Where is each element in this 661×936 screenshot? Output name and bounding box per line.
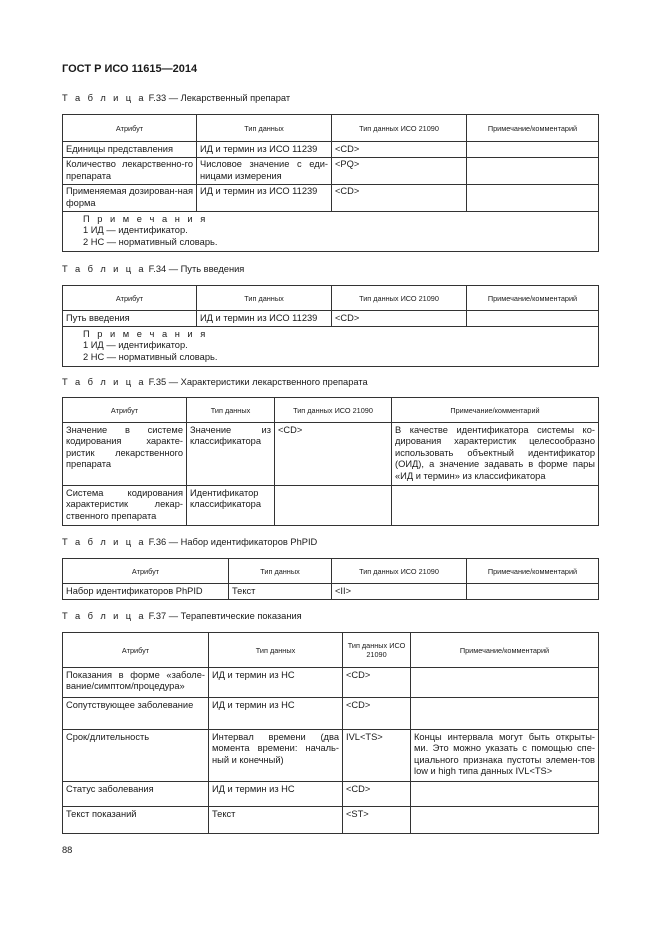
header-comment: Примечание/комментарий: [467, 286, 599, 311]
table-f36: [62, 558, 599, 600]
note-item: 2 НС — нормативный словарь.: [83, 351, 218, 362]
header-data-type: Тип данных: [197, 286, 332, 311]
caption-text: F.37 — Терапевтические показания: [146, 611, 302, 621]
cell: [467, 157, 599, 184]
header-iso-data-type: Тип данных ИСО 21090: [343, 633, 411, 668]
cell: <CD>: [343, 668, 411, 698]
cell: <CD>: [332, 184, 467, 211]
cell: [411, 668, 599, 698]
header-comment: Примечание/комментарий: [411, 633, 599, 668]
cell: ИД и термин из НС: [209, 782, 343, 807]
table-row: [63, 698, 599, 730]
header-iso-data-type: Тип данных ИСО 21090: [332, 115, 467, 142]
caption-text: F.33 — Лекарственный препарат: [146, 93, 291, 103]
notes-heading: П р и м е ч а н и я: [83, 213, 208, 224]
cell: [411, 698, 599, 730]
cell: <CD>: [332, 142, 467, 158]
cell: Единицы представления: [63, 142, 197, 158]
cell: <CD>: [332, 311, 467, 327]
notes-row: [63, 211, 599, 252]
cell: Текст: [229, 584, 332, 600]
header-comment: Примечание/комментарий: [467, 559, 599, 584]
cell: <PQ>: [332, 157, 467, 184]
cell: ИД и термин из ИСО 11239: [197, 142, 332, 158]
cell: ИД и термин из ИСО 11239: [197, 184, 332, 211]
table-row: [63, 486, 599, 526]
cell: Сопутствующее заболевание: [63, 698, 209, 730]
note-item: 1 ИД — идентификатор.: [83, 225, 188, 235]
table-f35: [62, 397, 599, 526]
note-item: 1 ИД — идентификатор.: [83, 340, 188, 350]
cell: ИД и термин из НС: [209, 668, 343, 698]
cell: [275, 486, 392, 526]
table-f33: [62, 114, 599, 252]
table-f33-caption: [62, 93, 290, 103]
header-attribute: Атрибут: [63, 633, 209, 668]
table-row: [63, 311, 599, 327]
header-attribute: Атрибут: [63, 398, 187, 423]
cell: ИД и термин из ИСО 11239: [197, 311, 332, 327]
table-f34: [62, 285, 599, 367]
header-iso-data-type: Тип данных ИСО 21090: [275, 398, 392, 423]
cell: Показания в форме «заболе-вание/симптом/процедура»: [63, 668, 209, 698]
document-title: ГОСТ Р ИСО 11615—2014: [62, 63, 198, 75]
table-f36-caption: [62, 537, 317, 547]
cell: Система кодирования характеристик лекар-ственного препарата: [63, 486, 187, 526]
cell: Срок/длительность: [63, 730, 209, 782]
table-f34-caption: [62, 264, 244, 274]
cell: Концы интервала могут быть открыты-ми. Это можно указать с помощью спе-циального признака пустоты элемен-тов low и high типа данных IVL<TS>: [411, 730, 599, 782]
cell: <II>: [332, 584, 467, 600]
cell: Числовое значение с еди-ницами измерения: [197, 157, 332, 184]
header-data-type: Тип данных: [187, 398, 275, 423]
cell: Применяемая дозирован-ная форма: [63, 184, 197, 211]
header-comment: Примечание/комментарий: [392, 398, 599, 423]
caption-prefix: Т а б л и ц а: [62, 264, 146, 274]
header-attribute: Атрибут: [63, 115, 197, 142]
header-iso-data-type: Тип данных ИСО 21090: [332, 559, 467, 584]
table-row: [63, 142, 599, 158]
table-row: [63, 668, 599, 698]
cell: В качестве идентификатора системы ко-дирования характеристик целесообразно использовать объектный идентификатор (ОИД), а значение задавать в форме пары «ИД и термин» из классификатора: [392, 423, 599, 486]
header-data-type: Тип данных: [197, 115, 332, 142]
cell: <CD>: [343, 782, 411, 807]
caption-prefix: Т а б л и ц а: [62, 611, 146, 621]
table-f37: [62, 632, 599, 834]
notes-cell: [63, 211, 599, 252]
cell: <CD>: [343, 698, 411, 730]
table-row: [63, 782, 599, 807]
table-row: [63, 423, 599, 486]
header-data-type: Тип данных: [229, 559, 332, 584]
caption-prefix: Т а б л и ц а: [62, 93, 146, 103]
cell: Количество лекарственно-го препарата: [63, 157, 197, 184]
header-iso-data-type: Тип данных ИСО 21090: [332, 286, 467, 311]
notes-cell: [63, 326, 599, 367]
header-comment: Примечание/комментарий: [467, 115, 599, 142]
cell: Текст: [209, 807, 343, 834]
cell: [467, 142, 599, 158]
cell: [467, 311, 599, 327]
table-f37-caption: [62, 611, 302, 621]
header-attribute: Атрибут: [63, 286, 197, 311]
caption-text: F.35 — Характеристики лекарственного препарата: [146, 377, 368, 387]
cell: Идентификатор классификатора: [187, 486, 275, 526]
page-number: 88: [62, 845, 73, 855]
cell: [392, 486, 599, 526]
header-attribute: Атрибут: [63, 559, 229, 584]
cell: Набор идентификаторов PhPID: [63, 584, 229, 600]
cell: <CD>: [275, 423, 392, 486]
table-row: [63, 584, 599, 600]
caption-text: F.34 — Путь введения: [146, 264, 245, 274]
table-f35-caption: [62, 377, 368, 387]
cell: <ST>: [343, 807, 411, 834]
cell: Значение в системе кодирования характе-ристик лекарственного препарата: [63, 423, 187, 486]
table-row: [63, 184, 599, 211]
table-row: [63, 157, 599, 184]
note-item: 2 НС — нормативный словарь.: [83, 236, 218, 247]
cell: [467, 584, 599, 600]
cell: [467, 184, 599, 211]
table-row: [63, 730, 599, 782]
cell: Интервал времени (два момента времени: началь-ный и конечный): [209, 730, 343, 782]
cell: [411, 782, 599, 807]
cell: [411, 807, 599, 834]
header-data-type: Тип данных: [209, 633, 343, 668]
cell: Путь введения: [63, 311, 197, 327]
table-row: [63, 807, 599, 834]
cell: IVL<TS>: [343, 730, 411, 782]
caption-text: F.36 — Набор идентификаторов PhPID: [146, 537, 318, 547]
cell: Значение из классификатора: [187, 423, 275, 486]
cell: Текст показаний: [63, 807, 209, 834]
notes-heading: П р и м е ч а н и я: [83, 328, 208, 339]
notes-row: [63, 326, 599, 367]
cell: Статус заболевания: [63, 782, 209, 807]
caption-prefix: Т а б л и ц а: [62, 377, 146, 387]
cell: ИД и термин из НС: [209, 698, 343, 730]
caption-prefix: Т а б л и ц а: [62, 537, 146, 547]
